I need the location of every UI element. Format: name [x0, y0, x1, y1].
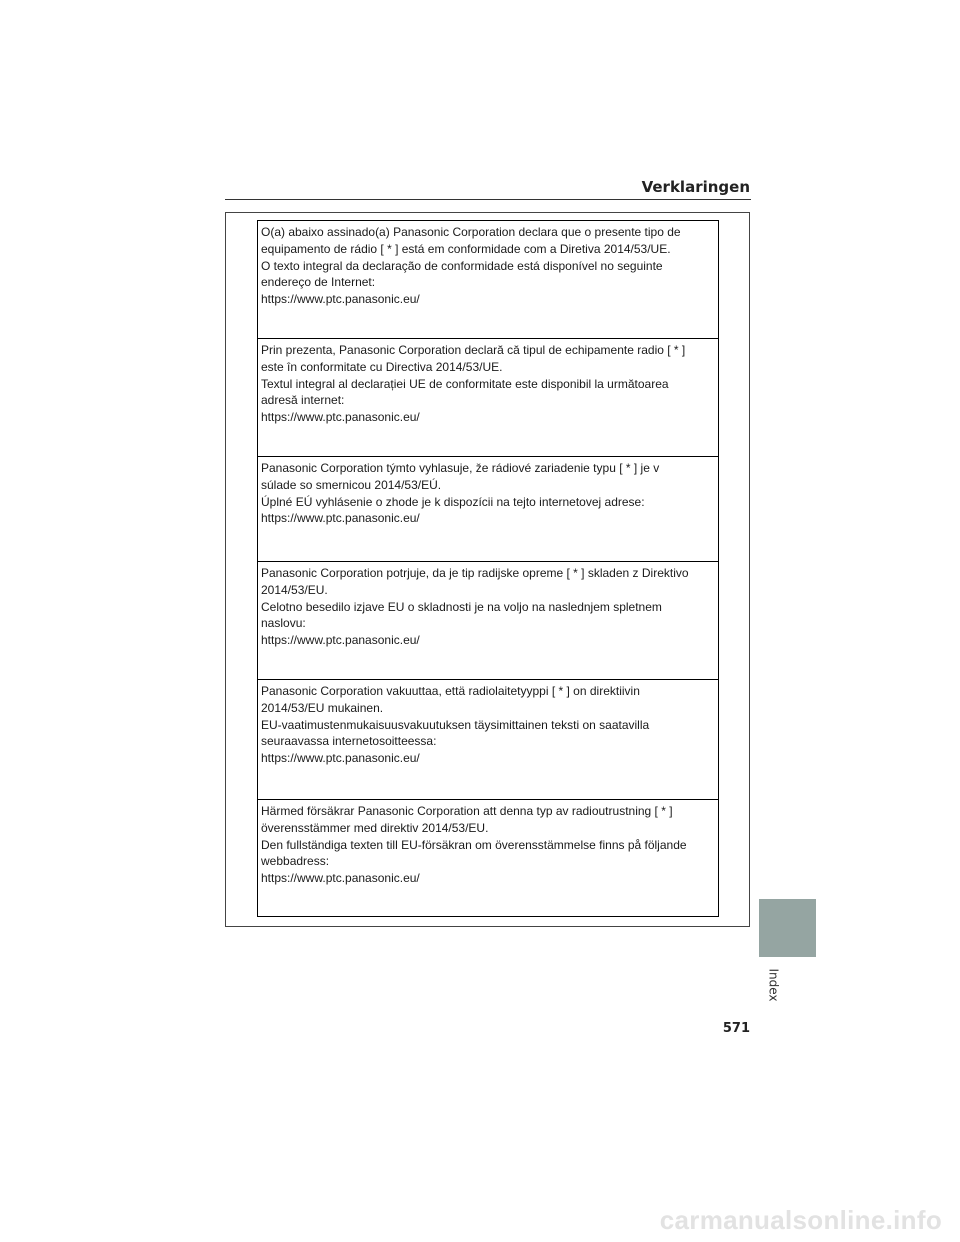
declaration-romanian: [258, 338, 718, 456]
declaration-line: O texto integral da declaração de conformidade está disponível no seguinte: [261, 258, 663, 273]
declaration-line: equipamento de rádio [ * ] está em conformidade com a Diretiva 2014/53/UE.: [261, 241, 671, 256]
declaration-line: 2014/53/EU.: [261, 582, 328, 597]
declaration-line: súlade so smernicou 2014/53/EÚ.: [261, 477, 442, 492]
declaration-url: https://www.ptc.panasonic.eu/: [261, 871, 420, 886]
header-divider: [225, 199, 751, 200]
index-tab[interactable]: [759, 899, 816, 957]
declaration-line: Celotno besedilo izjave EU o skladnosti je na voljo na naslednjem spletnem: [261, 599, 662, 614]
declaration-line: 2014/53/EU mukainen.: [261, 700, 384, 715]
declaration-line: överensstämmer med direktiv 2014/53/EU.: [261, 820, 489, 835]
declaration-line: EU-vaatimustenmukaisuusvakuutuksen täysimittainen teksti on saatavilla: [261, 717, 650, 732]
declaration-line: seuraavassa internetosoitteessa:: [261, 734, 437, 749]
section-title: Verklaringen: [641, 178, 750, 196]
declaration-finnish: [258, 679, 718, 799]
declaration-url: https://www.ptc.panasonic.eu/: [261, 633, 420, 648]
index-label-text: Index: [767, 968, 782, 1002]
declaration-line: Úplné EÚ vyhlásenie o zhode je k dispozícii na tejto internetovej adrese:: [261, 494, 645, 509]
declaration-line: webbadress:: [261, 854, 330, 869]
declaration-swedish: [258, 799, 718, 916]
declaration-line: este în conformitate cu Directiva 2014/53/UE.: [261, 359, 503, 374]
declaration-line: Den fullständiga texten till EU-försäkran om överensstämmelse finns på följande: [261, 837, 687, 852]
declaration-portuguese: [258, 221, 718, 338]
declaration-table: [257, 220, 719, 917]
declaration-url: https://www.ptc.panasonic.eu/: [261, 410, 420, 425]
declaration-line: naslovu:: [261, 616, 306, 631]
declaration-line: Panasonic Corporation týmto vyhlasuje, že rádiové zariadenie typu [ * ] je v: [261, 461, 660, 475]
page-number: 571: [722, 1021, 750, 1036]
declaration-url: https://www.ptc.panasonic.eu/: [261, 751, 420, 766]
declaration-line: endereço de Internet:: [261, 275, 376, 290]
declaration-slovenian: [258, 561, 718, 679]
declaration-line: O(a) abaixo assinado(a) Panasonic Corporation declara que o presente tipo de: [261, 225, 681, 239]
declaration-url: https://www.ptc.panasonic.eu/: [261, 511, 420, 526]
declaration-line: Prin prezenta, Panasonic Corporation declară că tipul de echipamente radio [ * ]: [261, 343, 686, 357]
declaration-line: Textul integral al declarației UE de conformitate este disponibil la următoarea: [261, 376, 669, 391]
declaration-line: Härmed försäkrar Panasonic Corporation att denna typ av radioutrustning [ * ]: [261, 804, 673, 818]
declaration-slovak: [258, 456, 718, 561]
declaration-line: Panasonic Corporation vakuuttaa, että radiolaitetyyppi [ * ] on direktiivin: [261, 684, 640, 698]
declaration-url: https://www.ptc.panasonic.eu/: [261, 292, 420, 307]
index-tab-label: [762, 965, 786, 1005]
watermark: carmanualsonline.info: [659, 1205, 942, 1235]
declaration-line: adresă internet:: [261, 393, 345, 408]
declaration-line: Panasonic Corporation potrjuje, da je tip radijske opreme [ * ] skladen z Direktivo: [261, 566, 689, 580]
